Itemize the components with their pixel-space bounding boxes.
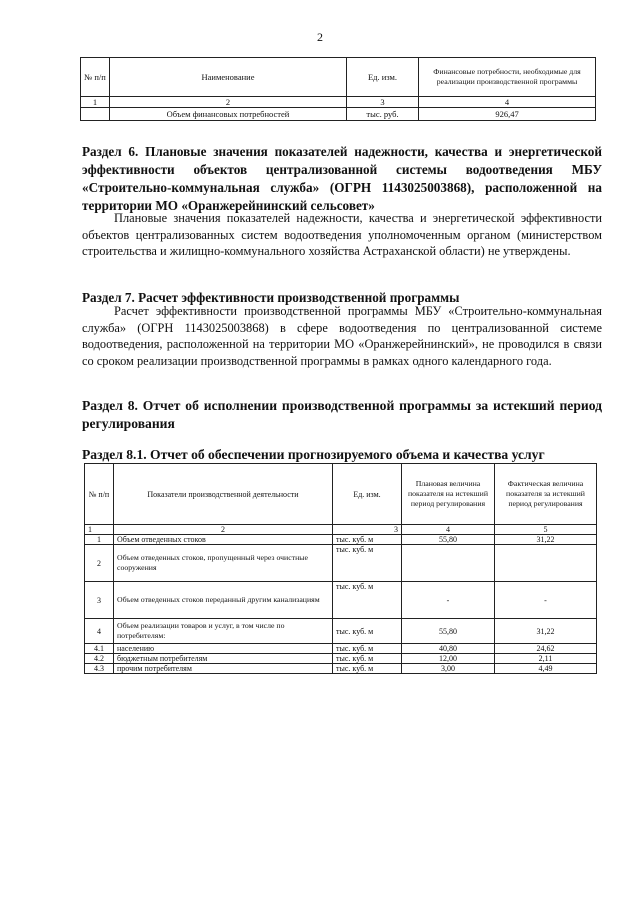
cell-plan: 55,80: [402, 535, 495, 545]
cell-plan: 3,00: [402, 664, 495, 674]
cell-num: 3: [85, 582, 114, 619]
table-row: [85, 535, 597, 545]
section81-heading: Раздел 8.1. Отчет об обеспечении прогнозируемого объема и качества услуг: [82, 447, 545, 462]
cell-num: 2: [85, 545, 114, 582]
index-cell: 4: [419, 97, 596, 108]
cell-unit: тыс. куб. м: [333, 664, 402, 674]
table-row: [81, 108, 596, 121]
cell-num: [81, 108, 110, 121]
index-cell: 2: [110, 97, 347, 108]
cell-unit: тыс. руб.: [347, 108, 419, 121]
cell-name: Объем финансовых потребностей: [110, 108, 347, 121]
cell-name: Объем отведенных стоков, пропущенный через очистные сооружения: [114, 545, 333, 582]
index-row: [81, 97, 596, 108]
table-row: [85, 644, 597, 654]
cell-num: 4.3: [85, 664, 114, 674]
header-cell: Финансовые потребности, необходимые для реализации производственной программы: [419, 58, 596, 97]
cell-fact: 4,49: [495, 664, 597, 674]
table-header-row: [81, 58, 596, 97]
index-cell: 1: [85, 525, 114, 535]
index-cell: 4: [402, 525, 495, 535]
cell-plan: 12,00: [402, 654, 495, 664]
page-number: 2: [317, 30, 323, 44]
cell-fact: [495, 545, 597, 582]
cell-unit: тыс. куб. м: [333, 654, 402, 664]
header-cell: № п/п: [85, 464, 114, 525]
header-cell: Ед. изм.: [347, 58, 419, 97]
cell-num: 4: [85, 619, 114, 644]
cell-fact: 31,22: [495, 535, 597, 545]
cell-num: 4.2: [85, 654, 114, 664]
index-cell: 2: [114, 525, 333, 535]
section6-heading: Раздел 6. Плановые значения показателей надежности, качества и энергетической эффективности объектов централизованной системы водоотведения МБУ «Строительно-коммунальная служба» (ОГРН 1143025003868), расположенной на территории МО «Оранжерейнинский сельсовет»: [82, 144, 602, 213]
index-row: [85, 525, 597, 535]
cell-unit: тыс. куб. м: [333, 582, 402, 619]
cell-name: населению: [114, 644, 333, 654]
finance-table: [80, 57, 596, 121]
services-table: [84, 463, 597, 674]
cell-plan: -: [402, 582, 495, 619]
index-cell: 3: [333, 525, 402, 535]
cell-num: 1: [85, 535, 114, 545]
section6-text: Плановые значения показателей надежности, качества и энергетической эффективности объектов централизованных систем водоотведения уполномоченным органом (министерством строительства и жилищно-коммунального хозяйства Астраханской области) не утверждены.: [82, 211, 602, 259]
cell-name: Объем отведенных стоков переданный другим канализациям: [114, 582, 333, 619]
cell-name: Объем реализации товаров и услуг, в том числе по потребителям:: [114, 619, 333, 644]
header-cell: Ед. изм.: [333, 464, 402, 525]
table-row: [85, 619, 597, 644]
section7-heading: Раздел 7. Расчет эффективности производственной программы: [82, 290, 460, 305]
table-row: [85, 654, 597, 664]
table-header-row: [85, 464, 597, 525]
header-cell: Показатели производственной деятельности: [114, 464, 333, 525]
section7-text: Расчет эффективности производственной программы МБУ «Строительно-коммунальная служба» (ОГРН 1143025003868) в сфере водоотведения по централизованной системе водоотведения, расположенной на территории МО «Оранжерейнинский», не проводился в связи со сроком реализации производственной программы в рамках одного календарного года.: [82, 304, 602, 368]
table-row: [85, 664, 597, 674]
cell-name: бюджетным потребителям: [114, 654, 333, 664]
table-row: [85, 545, 597, 582]
cell-unit: тыс. куб. м: [333, 644, 402, 654]
cell-plan: 40,80: [402, 644, 495, 654]
cell-unit: тыс. куб. м: [333, 619, 402, 644]
header-cell: Фактическая величина показателя за истекший период регулирования: [495, 464, 597, 525]
cell-fact: 24,62: [495, 644, 597, 654]
cell-value: 926,47: [419, 108, 596, 121]
cell-fact: -: [495, 582, 597, 619]
cell-unit: тыс. куб. м: [333, 535, 402, 545]
table-row: [85, 582, 597, 619]
cell-fact: 31,22: [495, 619, 597, 644]
cell-plan: 55,80: [402, 619, 495, 644]
header-cell: Плановая величина показателя на истекший период регулирования: [402, 464, 495, 525]
cell-num: 4.1: [85, 644, 114, 654]
index-cell: 1: [81, 97, 110, 108]
index-cell: 3: [347, 97, 419, 108]
cell-plan: [402, 545, 495, 582]
index-cell: 5: [495, 525, 597, 535]
header-cell: № п/п: [81, 58, 110, 97]
header-cell: Наименование: [110, 58, 347, 97]
section8-heading: Раздел 8. Отчет об исполнении производственной программы за истекший период регулирования: [82, 398, 602, 431]
cell-unit: тыс. куб. м: [333, 545, 402, 582]
cell-name: Объем отведенных стоков: [114, 535, 333, 545]
cell-fact: 2,11: [495, 654, 597, 664]
cell-name: прочим потребителям: [114, 664, 333, 674]
